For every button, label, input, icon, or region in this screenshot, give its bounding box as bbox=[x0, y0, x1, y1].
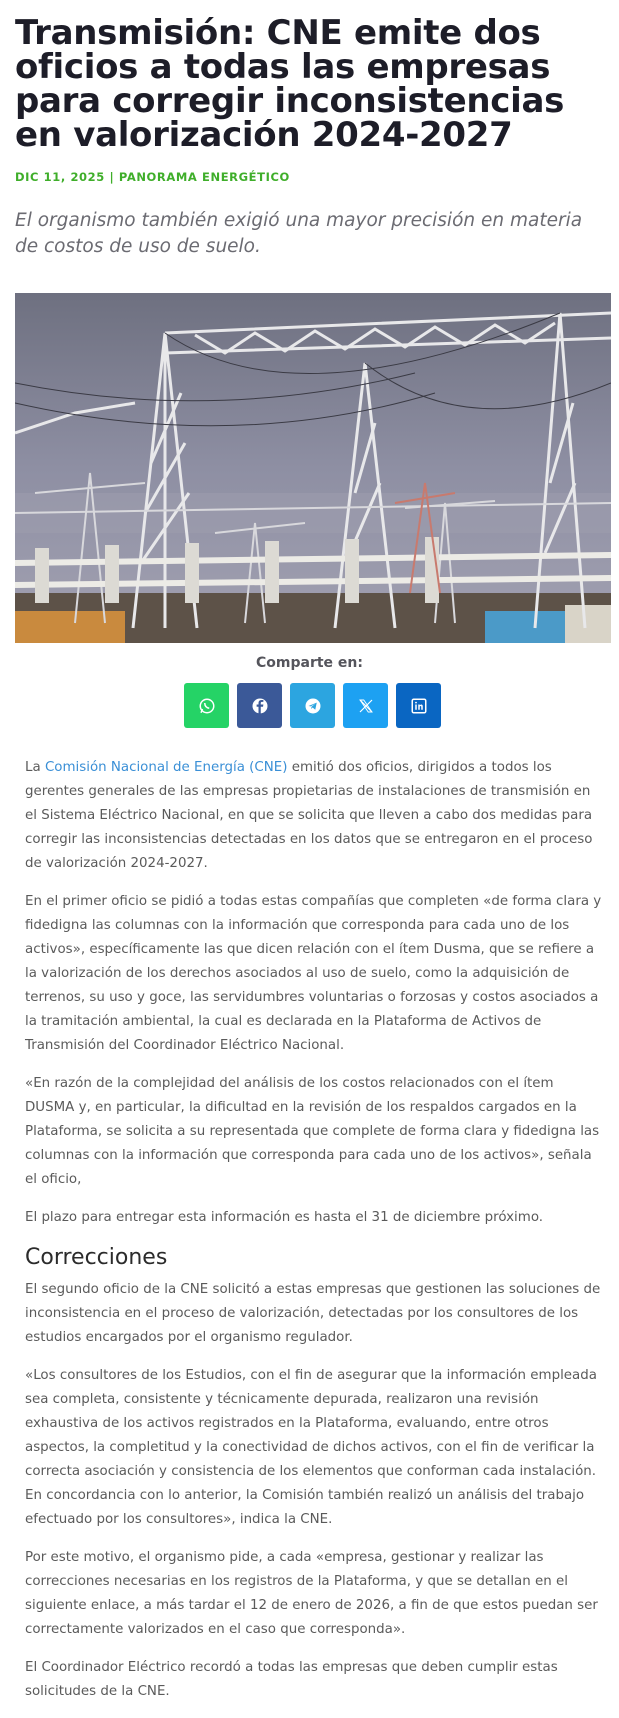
paragraph-5: El segundo oficio de la CNE solicitó a estas empresas que gestionen las soluciones de inconsistencia en el proceso de valorización, detectadas por los consultores de los estudios encargados por el organismo regulador. bbox=[25, 1282, 601, 1345]
substation-photo bbox=[15, 293, 611, 643]
cne-link[interactable]: Comisión Nacional de Energía (CNE) bbox=[44, 760, 288, 775]
share-telegram-button[interactable] bbox=[290, 683, 335, 728]
facebook-icon bbox=[251, 697, 269, 715]
paragraph-1-rest: emitió dos oficios, dirigidos a todos los gerentes generales de las empresas propietarias de instalaciones de transmisión en el Sistema Eléctrico Nacional, en que se solicita que lleven a cabo dos medidas para corregir las inconsistencias detectadas en los datos que se entregaron en el proceso de valorización 2024-2027. bbox=[25, 760, 593, 871]
section-heading: Correcciones bbox=[25, 1245, 168, 1270]
paragraph-4: El plazo para entregar esta información es hasta el 31 de diciembre próximo. bbox=[25, 1210, 544, 1225]
x-icon bbox=[357, 697, 375, 715]
paragraph-2: En el primer oficio se pidió a todas estas compañías que completen «de forma clara y fidedigna las columnas con la información que corresponda para cada uno de los activos», específicamente las que dicen relación con el ítem Dusma, que se refiere a la valorización de los derechos asociados al uso de suelo, como la adquisición de terrenos, su uso y goce, las servidumbres voluntarias o forzosas y costos asociados a la tramitación ambiental, la cual es declarada en la Plataforma de Activos de Transmisión del Coordinador Eléctrico Nacional. bbox=[25, 894, 602, 1053]
linkedin-icon bbox=[410, 697, 428, 715]
paragraph-7: Por este motivo, el organismo pide, a cada «empresa, gestionar y realizar las correcciones necesarias en los registros de la Plataforma, y que se detallan en el siguiente enlace, a más tardar el 12 de enero de 2026, a fin de que estos puedan ser correctamente valorizados en el caso que corresponda». bbox=[25, 1550, 598, 1637]
telegram-icon bbox=[304, 697, 322, 715]
share-facebook-button[interactable] bbox=[237, 683, 282, 728]
paragraph-6: «Los consultores de los Estudios, con el fin de asegurar que la información empleada sea completa, consistente y técnicamente depurada, realizaron una revisión exhaustiva de los activos registrados en la Plataforma, evaluando, entre otros aspectos, la completitud y la conectividad de dichos activos, con el fin de verificar la correcta asociación y consistencia de los elementos que conforman cada instalación. En concordancia con lo anterior, la Comisión también realizó un análisis del trabajo efectuado por los consultores», indica la CNE. bbox=[25, 1368, 597, 1527]
paragraph-8: El Coordinador Eléctrico recordó a todas las empresas que deben cumplir estas solicitudes de la CNE. bbox=[25, 1660, 558, 1699]
share-linkedin-button[interactable] bbox=[396, 683, 441, 728]
paragraph-1 bbox=[25, 756, 605, 876]
article-body bbox=[25, 756, 605, 1718]
hero-image bbox=[15, 293, 611, 643]
share-buttons bbox=[184, 683, 444, 728]
share-x-button[interactable] bbox=[343, 683, 388, 728]
article-subtitle: El organismo también exigió una mayor precisión en materia de costos de uso de suelo. bbox=[15, 210, 583, 257]
share-label: Comparte en: bbox=[256, 655, 363, 671]
paragraph-3: «En razón de la complejidad del análisis de los costos relacionados con el ítem DUSMA y, en particular, la dificultad en la revisión de los respaldos cargados en la Plataforma, se solicita a su representada que complete de forma clara y fidedigna las columnas con la información que corresponda para cada uno de los activos», señala el oficio, bbox=[25, 1076, 600, 1187]
share-whatsapp-button[interactable] bbox=[184, 683, 229, 728]
whatsapp-icon bbox=[198, 697, 216, 715]
article-title: Transmisión: CNE emite dos oficios a todas las empresas para corregir inconsistencias en valorización 2024-2027 bbox=[15, 13, 565, 155]
paragraph-1-prefix: La bbox=[25, 760, 45, 775]
article-meta[interactable]: DIC 11, 2025 | PANORAMA ENERGÉTICO bbox=[15, 170, 290, 184]
